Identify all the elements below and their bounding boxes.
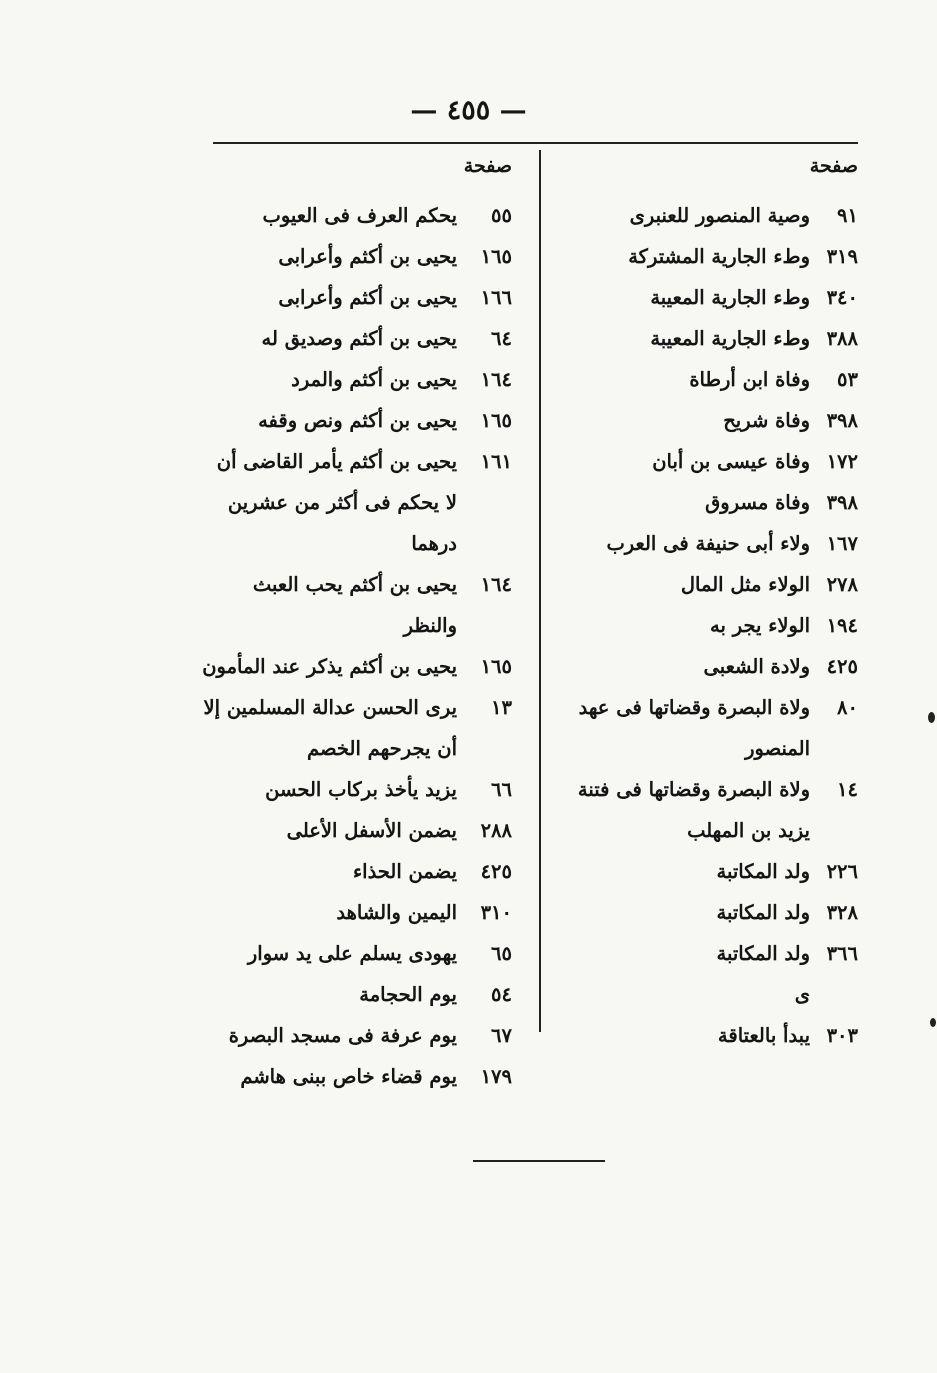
index-entry (555, 687, 858, 769)
index-entry (555, 769, 858, 851)
index-entry (555, 400, 858, 441)
margin-mark (930, 1018, 936, 1027)
index-entry (555, 523, 858, 564)
left-index-column (200, 150, 512, 1097)
entry-page-number: ٥٤ (491, 983, 512, 1006)
index-entry (200, 974, 512, 1015)
index-entry (200, 1015, 512, 1056)
entry-topic: وفاة شريح (723, 409, 810, 432)
entry-page-number: ٩١ (837, 204, 858, 227)
index-entry (555, 482, 858, 523)
index-entry (555, 605, 858, 646)
entry-topic: يحيى بن أكثم يذكر عند المأمون (202, 655, 457, 678)
entry-page-number: ٨٠ (837, 696, 858, 719)
index-entry (555, 933, 858, 974)
entry-page-number: ٥٥ (491, 204, 512, 227)
entry-topic: الولاء مثل المال (680, 573, 810, 596)
index-entry (555, 851, 858, 892)
page-number: — ٤٥٥ — (410, 95, 527, 126)
footer-rule (473, 1160, 605, 1162)
index-entry (200, 810, 512, 851)
index-entry (200, 277, 512, 318)
entry-topic: يضمن الحذاء (352, 860, 457, 883)
entry-page-number: ٢٧٨ (826, 573, 858, 596)
entry-topic: وفاة ابن أرطاة (689, 368, 810, 391)
entry-page-number: ٤٢٥ (826, 655, 858, 678)
entry-page-number: ٢٢٦ (826, 860, 858, 883)
index-entry (555, 441, 858, 482)
entry-topic: وفاة عيسى بن أبان (652, 450, 810, 473)
entry-topic: يحيى بن أكثم يأمر القاضى أن لا يحكم فى أكثر من عشرين درهما (216, 450, 457, 555)
index-entry (200, 236, 512, 277)
entry-topic: يزيد يأخذ بركاب الحسن (265, 778, 457, 801)
entry-page-number: ١٦٥ (480, 655, 512, 678)
entry-topic: يوم عرفة فى مسجد البصرة (228, 1024, 457, 1047)
index-entry (200, 1056, 512, 1097)
entry-page-number: ٣٢٨ (826, 901, 858, 924)
entry-page-number: ٦٧ (491, 1024, 512, 1047)
index-entry (555, 1015, 858, 1056)
entry-page-number: ٢٨٨ (480, 819, 512, 842)
entry-page-number: ١٦٥ (480, 409, 512, 432)
entry-topic: يحيى بن أكثم وأعرابى (278, 245, 457, 268)
column-header: صفحة (809, 155, 858, 177)
index-entries (555, 195, 858, 1056)
index-entry (200, 400, 512, 441)
entry-topic: وطء الجارية المعيبة (650, 327, 810, 350)
index-entry (200, 769, 512, 810)
index-entry (555, 195, 858, 236)
entry-topic: ولد المكاتبة (716, 860, 810, 883)
index-entry (555, 564, 858, 605)
index-entry (200, 318, 512, 359)
entry-page-number: ٥٣ (837, 368, 858, 391)
entry-topic: ولاء أبى حنيفة فى العرب (606, 532, 810, 555)
entry-page-number: ٣٩٨ (826, 409, 858, 432)
index-entry (200, 441, 512, 564)
entry-topic: اليمين والشاهد (336, 901, 457, 924)
entry-page-number: ٦٥ (491, 942, 512, 965)
entry-page-number: ٣٩٨ (826, 491, 858, 514)
entry-topic: يضمن الأسفل الأعلى (286, 819, 457, 842)
entry-page-number: ٦٤ (491, 327, 512, 350)
entry-page-number: ٦٦ (491, 778, 512, 801)
entry-topic: وطء الجارية المشتركة (628, 245, 810, 268)
entry-page-number: ١٦١ (480, 450, 512, 473)
entry-topic: يحيى بن أكثم والمرد (291, 368, 457, 391)
margin-mark (928, 712, 935, 723)
index-entry (555, 277, 858, 318)
entry-page-number: ١٩٤ (826, 614, 858, 637)
index-entry (200, 195, 512, 236)
index-entry (200, 933, 512, 974)
entry-page-number: ٣٠٣ (826, 1024, 858, 1047)
entry-topic: يرى الحسن عدالة المسلمين إلا أن يجرحهم الخصم (203, 696, 457, 760)
entry-topic: ولاة البصرة وقضاتها فى فتنة يزيد بن المهلب (577, 778, 810, 842)
entry-page-number: ١٤ (837, 778, 858, 801)
entry-topic: يوم قضاء خاص ببنى هاشم (240, 1065, 457, 1088)
index-entry (200, 646, 512, 687)
right-index-column (555, 150, 858, 1056)
entry-topic: يحيى بن أكثم يحب العبث والنظر (252, 573, 457, 637)
entry-page-number: ٤٢٥ (480, 860, 512, 883)
entry-topic: الولاء يجر به (710, 614, 810, 637)
index-entry (555, 359, 858, 400)
entry-page-number: ١٧٩ (480, 1065, 512, 1088)
column-header: صفحة (463, 155, 512, 177)
index-entry (200, 687, 512, 769)
entry-topic: يحيى بن أكثم وصديق له (261, 327, 457, 350)
entry-topic: يحكم العرف فى العيوب (262, 204, 457, 227)
entry-topic: يهودى يسلم على يد سوار (247, 942, 457, 965)
index-entry (555, 236, 858, 277)
entry-topic: ولاة البصرة وقضاتها فى عهد المنصور (578, 696, 810, 760)
entry-page-number: ١٦٧ (826, 532, 858, 555)
index-entries (200, 195, 512, 1097)
entry-topic: وفاة مسروق (705, 491, 810, 514)
entry-topic: يوم الحجامة (359, 983, 457, 1006)
entry-page-number: ١٣ (491, 696, 512, 719)
entry-page-number: ١٦٥ (480, 245, 512, 268)
entry-page-number: ٣١٩ (826, 245, 858, 268)
entry-page-number: ١٦٤ (480, 368, 512, 391)
index-entry (200, 851, 512, 892)
entry-topic: يحيى بن أكثم ونص وقفه (258, 409, 457, 432)
entry-topic: وطء الجارية المعيبة (650, 286, 810, 309)
index-entry (200, 892, 512, 933)
index-entry (200, 564, 512, 646)
index-entry (555, 318, 858, 359)
entry-page-number: ١٦٤ (480, 573, 512, 596)
entry-page-number: ٣٤٠ (826, 286, 858, 309)
entry-page-number: ١٧٢ (826, 450, 858, 473)
entry-page-number: ٣٨٨ (826, 327, 858, 350)
entry-page-number: ٣٦٦ (826, 942, 858, 965)
entry-topic: ولد المكاتبة (716, 942, 810, 965)
entry-topic: يحيى بن أكثم وأعرابى (278, 286, 457, 309)
entry-topic: ى (794, 983, 810, 1006)
entry-topic: ولد المكاتبة (716, 901, 810, 924)
index-entry (200, 359, 512, 400)
index-entry (555, 646, 858, 687)
entry-topic: يبدأ بالعتاقة (717, 1024, 810, 1047)
header-rule (213, 142, 858, 144)
entry-page-number: ١٦٦ (480, 286, 512, 309)
entry-topic: ولادة الشعبى (703, 655, 810, 678)
entry-page-number: ٣١٠ (480, 901, 512, 924)
entry-topic: وصية المنصور للعنبرى (629, 204, 810, 227)
column-divider (539, 150, 541, 1032)
index-entry (555, 974, 858, 1015)
index-entry (555, 892, 858, 933)
